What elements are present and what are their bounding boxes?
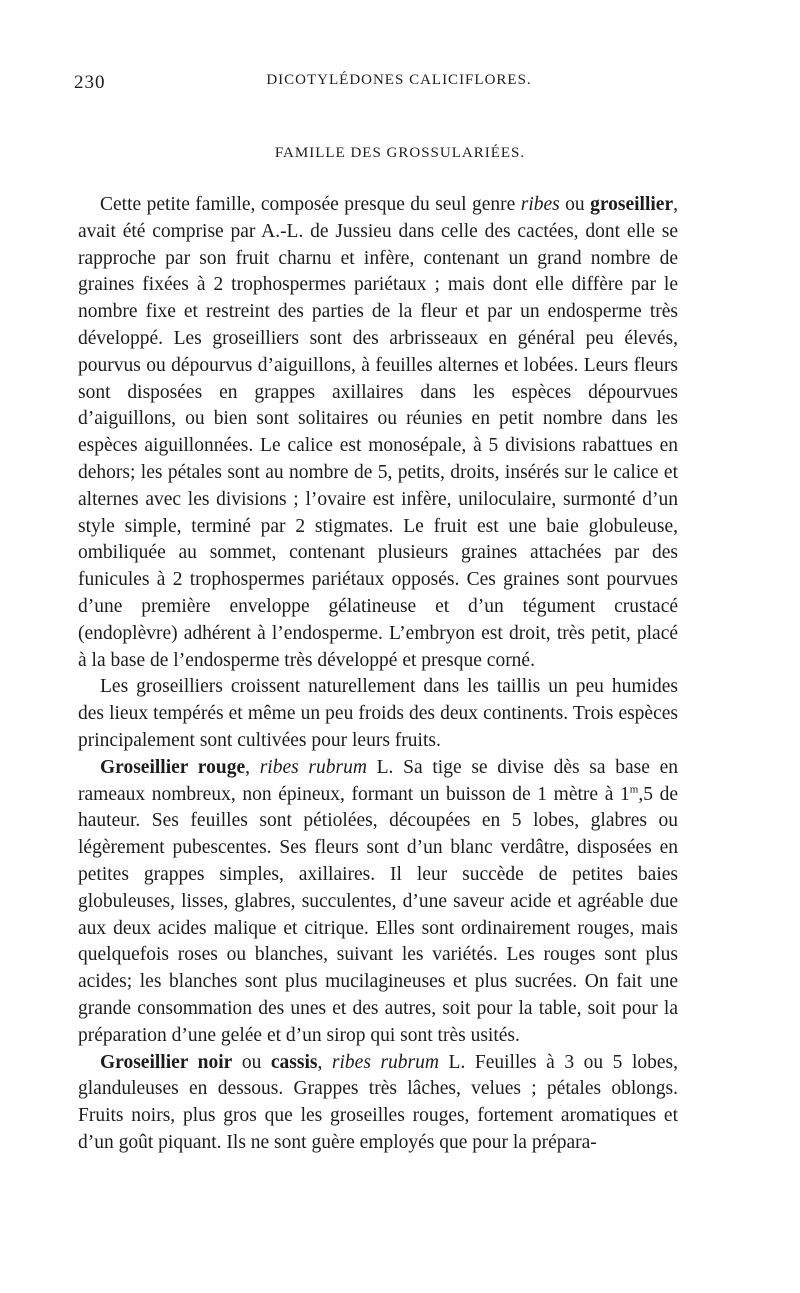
italic-term: ribes rubrum (331, 1051, 439, 1073)
italic-term: ribes (520, 194, 560, 215)
section-title: FAMILLE DES GROSSULARIÉES. (274, 145, 526, 161)
paragraph-family-description (78, 192, 678, 674)
body-text (78, 192, 678, 1157)
text-run: ou (559, 194, 591, 215)
italic-term: ribes rubrum (259, 756, 367, 778)
paragraph-groseillier-noir (78, 1050, 678, 1157)
text-run: , (245, 756, 260, 778)
text-run: , avait été comprise par A.-L. de Jussieu dans celle des cactées, dont elle se rapproche par son fruit charnu et infère, contenant un grand nombre de graines fixées à 2 trophospermes pariétaux ; mais dont elle diffère par le nombre fixe et restreint des parties de la fleur et par un endosperme très développé. Les groseilliers sont des arbrisseaux en général peu élevés, pourvus ou dépourvus d’aiguillons, à feuilles alternes et lobées. Leurs fleurs sont disposées en grappes axillaires dans les espèces dépourvues d’aiguillons, ou bien sont solitaires ou réunies en petit nombre dans les espèces aiguillonnées. Le calice est monosépale, à 5 divisions rabattues en dehors; les pétales sont au nombre de 5, petits, droits, insérés sur le calice et alternes avec les divisions ; l’ovaire est infère, uniloculaire, surmonté d’un style simple, terminé par 2 stigmates. Le fruit est une baie globuleuse, ombiliquée au sommet, contenant plusieurs graines attachées par des funicules à 2 trophospermes pariétaux opposés. Ces graines sont pourvues d’une première enveloppe gélatineuse et d’un tégument crustacé (endoplèvre) adhérent à l’endosperme. L’embryon est droit, très petit, placé à la base de l’endosperme très développé et presque corné. (78, 194, 678, 671)
running-title: DICOTYLÉDONES CALICIFLORES. (266, 72, 532, 88)
text-run: L. Sa tige se divise dès sa base en rameaux nombreux, non épineux, formant un buisson de 1 mètre à 1 (78, 756, 679, 805)
paragraph-habitat (78, 674, 678, 754)
text-run: , (317, 1051, 332, 1073)
text-run: Cette petite famille, composée presque du seul genre (100, 194, 521, 215)
running-header (74, 72, 684, 93)
text-run: L. Feuilles à 3 ou 5 lobes, glanduleuses en dessous. Grappes très lâches, velues ; pétales oblongs. Fruits noirs, plus gros que les groseilles rouges, fortement aromatiques et d’un goût piquant. Ils ne sont guère employés que pour la prépara- (78, 1051, 679, 1153)
bold-term: groseillier (590, 194, 674, 215)
superscript: m (629, 783, 639, 796)
bold-term: Groseillier noir (100, 1051, 233, 1073)
text-run: Les groseilliers croissent naturellement dans les taillis un peu humides des lieux tempérés et même un peu froids des deux continents. Trois espèces principalement sont cultivées pour leurs fruits. (78, 676, 678, 751)
bold-term: Groseillier rouge (100, 756, 246, 778)
paragraph-groseillier-rouge (78, 755, 678, 1050)
text-run: ou (232, 1051, 271, 1073)
text-run: ,5 de hauteur. Ses feuilles sont pétiolées, découpées en 5 lobes, glabres ou légèrement pubescentes. Ses fleurs sont d’un blanc verdâtre, disposées en petites grappes simples, axillaires. Il leur succède de petites baies globuleuses, lisses, glabres, succulentes, d’une saveur acide et agréable due aux deux acides malique et citrique. Elles sont ordinairement rouges, mais quelquefois roses ou blanches, suivant les variétés. Les rouges sont plus acides; les blanches sont plus mucilagineuses et plus sucrées. On fait une grande consommation des unes et des autres, soit pour la table, soit pour la préparation d’une gelée et d’un sirop qui sont très usités. (78, 783, 679, 1046)
bold-term: cassis (270, 1051, 318, 1073)
page-number: 230 (74, 72, 106, 93)
